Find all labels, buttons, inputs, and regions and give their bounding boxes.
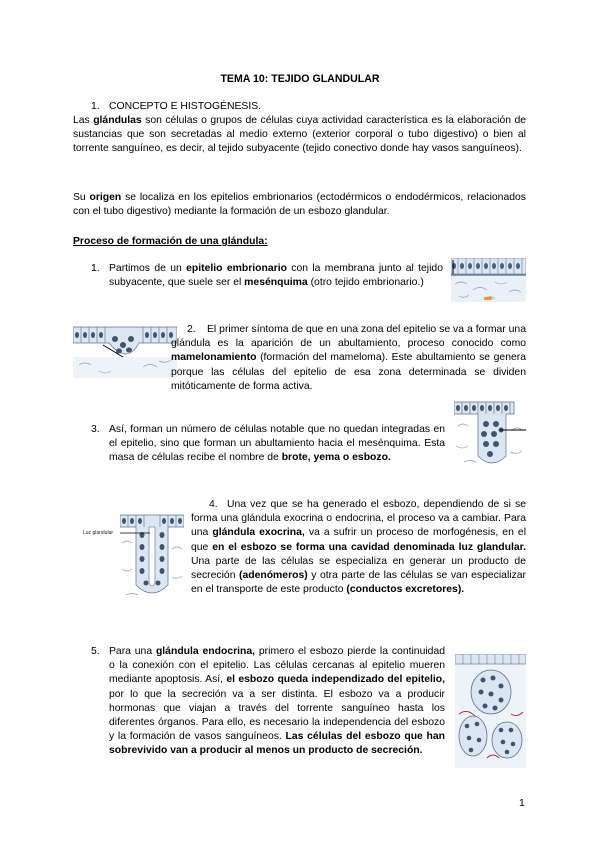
- figure-brote: [454, 400, 526, 470]
- figure-endocrine-gland: [455, 654, 526, 768]
- paragraph-definition: Las glándulas son células o grupos de células cuya actividad característica es la elaboración de sustancias que son secretadas al medio externo (exterior corporal o tubo digestivo) o bien al torrente sanguíneo, es decir, al tejido subyacente (tejido conectivo donde hay vasos sanguíneos).: [73, 115, 527, 155]
- page-title: TEMA 10: TEJIDO GLANDULAR: [220, 73, 380, 85]
- section-heading: CONCEPTO E HISTOGÉNESIS.: [109, 101, 262, 112]
- figure-luz-glandular: [120, 513, 184, 603]
- step-5-text: Para una glándula endocrina, primero el esbozo pierde la continuidad o la conexión con el epitelio. Las células cercanas al epitelio mueren mediante apoptosis. Así, el esbozo queda independizado del epitelio, por lo que la secreción va a ser distinta. El esbozo va a producir hormonas que viajan a través del torrente sanguíneo hasta los diferentes órganos. Para ello, es necesario la independencia del esbozo y la formación de vasos sanguíneos. Las células del esbozo que han sobrevivido van a producir al menos un producto de secreción.: [109, 646, 446, 757]
- step-3-number: 3.: [91, 424, 100, 435]
- figure-mamelonamiento: [73, 323, 177, 378]
- paragraph-origin: Su origen se localiza en los epitelios embrionarios (ectodérmicos o endodérmicos, relacionados con el tubo digestivo) mediante la formación de un esbozo glandular.: [73, 192, 526, 218]
- step-2-number: 2.: [187, 324, 196, 335]
- step-5-number: 5.: [91, 646, 100, 657]
- figure-4-label: Luz glandular: [83, 530, 114, 536]
- step-3-text: Así, forman un número de células notable que no quedan integradas en el epitelio, sino que forman un abultamiento hacia el mesénquima. Esta masa de células recibe el nombre de brote, yema o esbozo.: [109, 424, 445, 464]
- step-1-text: Partimos de un epitelio embrionario con la membrana junto al tejido subyacente, que suele ser el mesénquima (otro tejido embrionario.): [109, 263, 443, 289]
- step-1-number: 1.: [91, 263, 100, 274]
- step-4-number: 4.: [209, 499, 218, 510]
- process-heading: Proceso de formación de una glándula:: [73, 236, 268, 247]
- step-4-text: Una vez que se ha generado el esbozo, dependiendo de si se forma una glándula exocrina o endocrina, el proceso va a cambiar. Para una glándula exocrina, va a sufrir un proceso de morfogénesis, en el que en el esbozo se forma una cavidad denominada luz glandular. Una parte de las células se especializa en generar un producto de secreción (adenómeros) y otra parte de las células se van especializar en el transporte de este producto (conductos excretores).: [191, 499, 526, 596]
- page-number: 1: [519, 798, 525, 809]
- section-number: 1.: [91, 101, 100, 112]
- step-2-text: El primer síntoma de que en una zona del epitelio se va a formar una glándula es la aparición de un abultamiento, proceso conocido como mamelonamiento (formación del mameloma). Este abultamiento se genera porque las células del epitelio de esa zona determinada se dividen mitóticamente de forma activa.: [171, 324, 526, 392]
- figure-embryonic-epithelium: [451, 258, 526, 302]
